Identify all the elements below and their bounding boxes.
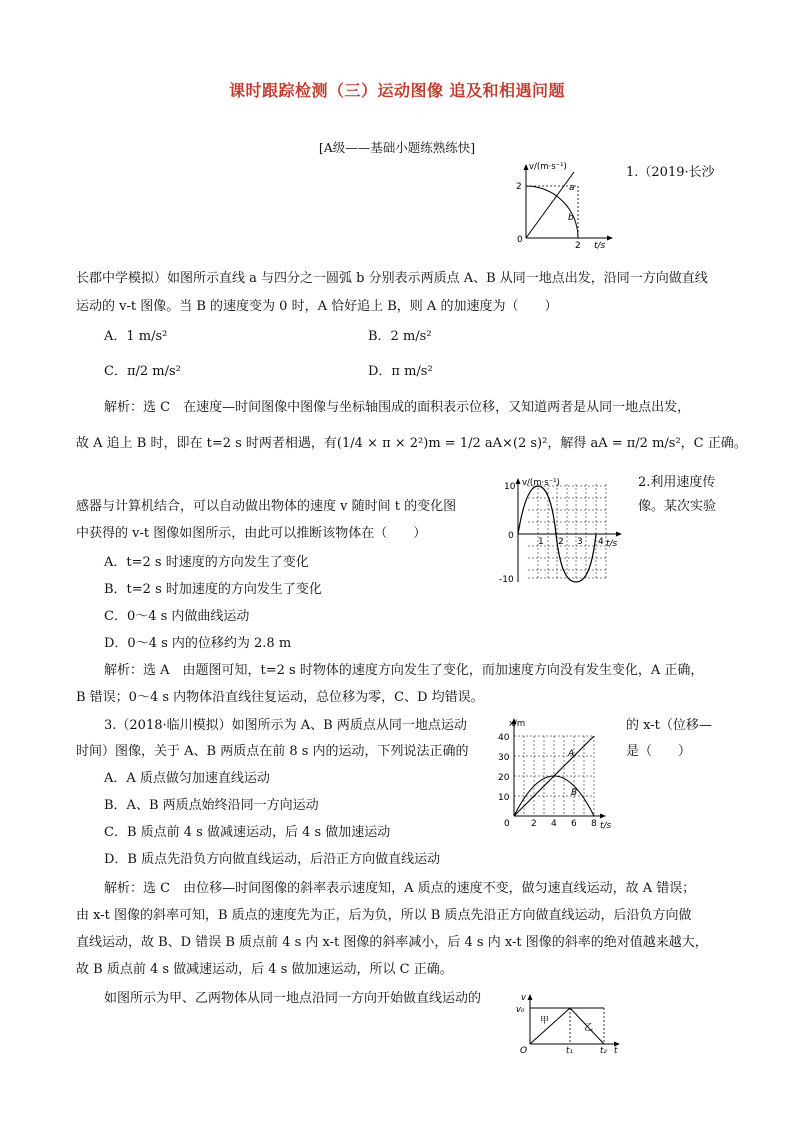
page-title: 课时跟踪检测（三）运动图像 追及和相遇问题 — [228, 81, 566, 100]
q3-origin: 0 — [504, 819, 510, 829]
q3-stem-line2-right: 是（ ） — [626, 744, 692, 759]
q3-stem-line2: 时间）图像，关于 A、B 两质点在前 8 s 内的运动，下列说法正确的 — [76, 744, 469, 759]
q3-xt-graph — [492, 716, 616, 830]
q2-option-a: A．t=2 s 时速度的方向发生了变化 — [104, 555, 309, 570]
q2-y-label: v/(m·s⁻¹) — [522, 478, 560, 488]
q3-solution-line1: 解析：选 C 由位移—时间图像的斜率表示速度知，A 质点的速度不变，做匀速直线运动，故 A 错误； — [104, 881, 696, 896]
q1-stem-line1: 长郡中学模拟）如图所示直线 a 与四分之一圆弧 b 分别表示两质点 A、B 从同一地点出发，沿同一方向做直线 — [76, 271, 708, 286]
q3-tick-40: 40 — [498, 733, 510, 743]
q1-number-source: 1.（2019·长沙 — [626, 165, 715, 180]
q1-tick-y2: 2 — [516, 182, 522, 192]
q2-tick-4: 4 — [598, 537, 604, 547]
q2-tick-neg10: -10 — [499, 575, 514, 585]
q1-option-a: A．1 m/s² — [104, 329, 168, 344]
q3-label-b: B — [571, 788, 578, 798]
q1-option-d: D．π m/s² — [368, 364, 433, 379]
q1-label-a: a — [569, 183, 575, 193]
q2-x-label: t/s — [606, 539, 618, 549]
q3-tick-x4: 4 — [551, 819, 557, 829]
q3-option-d: D．B 质点先沿负方向做直线运动，后沿正方向做直线运动 — [104, 852, 441, 867]
q4-origin: O — [520, 1046, 528, 1054]
q2-tick-10: 10 — [504, 482, 516, 492]
q2-stem-line1b: 感器与计算机结合，可以自动做出物体的速度 v 随时间 t 的变化图 — [76, 499, 457, 514]
q1-solution-line2: 故 A 追上 B 时，即在 t=2 s 时两者相遇，有(1/4 × π × 2²)m = 1/2 aA×(2 s)²，解得 aA = π/2 m/s²，C 正确。 — [76, 436, 747, 451]
q3-stem-line1: 3.（2018·临川模拟）如图所示为 A、B 两质点从同一地点运动 — [104, 718, 467, 733]
q4-yi-label: 乙 — [584, 1023, 594, 1033]
q3-tick-x2: 2 — [531, 819, 537, 829]
q2-vt-graph — [498, 476, 632, 586]
q3-stem-line1-right: 的 x-t（位移— — [626, 718, 712, 733]
q2-option-c: C．0～4 s 内做曲线运动 — [104, 609, 250, 624]
q1-label-b: b — [568, 213, 574, 223]
q2-option-b: B．t=2 s 时加速度的方向发生了变化 — [104, 582, 322, 597]
q2-tick-2: 2 — [558, 537, 564, 547]
q3-tick-x8: 8 — [591, 819, 597, 829]
q4-t2-label: t₂ — [600, 1046, 607, 1054]
q4-jia-label: 甲 — [540, 1016, 550, 1026]
q2-option-d: D．0～4 s 内的位移约为 2.8 m — [104, 636, 292, 651]
q2-origin: 0 — [508, 531, 514, 541]
q3-option-b: B．A、B 两质点始终沿同一方向运动 — [104, 798, 319, 813]
q1-option-b: B．2 m/s² — [368, 329, 432, 344]
q3-tick-x6: 6 — [571, 819, 577, 829]
q4-t1-label: t₁ — [566, 1046, 573, 1054]
q1-vt-graph — [506, 160, 616, 250]
q2-tick-1: 1 — [538, 537, 544, 547]
q4-v0-label: v₀ — [516, 1005, 525, 1015]
q4-v-label: v — [521, 993, 527, 1003]
q2-solution-line2: B 错误；0～4 s 内物体沿直线往复运动，总位移为零，C、D 均错误。 — [76, 690, 484, 705]
q3-option-a: A．A 质点做匀加速直线运动 — [104, 771, 270, 786]
q3-solution-line4: 故 B 质点前 4 s 做减速运动，后 4 s 做加速运动，所以 C 正确。 — [76, 962, 453, 977]
q1-option-c: C．π/2 m/s² — [104, 364, 181, 379]
q1-tick-x2: 2 — [575, 241, 581, 250]
q1-stem-line2: 运动的 v-t 图像。当 B 的速度变为 0 时，A 恰好追上 B，则 A 的加速度为（ ） — [76, 299, 558, 314]
q3-solution-line3: 直线运动，故 B、D 错误 B 质点前 4 s 内 x-t 图像的斜率减小，后 4 s 内 x-t 图像的斜率的绝对值越来越大， — [76, 935, 708, 950]
q1-x-label: t/s — [594, 241, 606, 250]
q4-vt-graph — [514, 992, 624, 1054]
q2-tick-3: 3 — [577, 537, 583, 547]
q1-origin: 0 — [517, 235, 523, 245]
q3-tick-20: 20 — [498, 773, 510, 783]
q2-stem-line1c: 像。某次实验 — [638, 499, 717, 514]
q4-stem-line1: 如图所示为甲、乙两物体从同一地点沿同一方向开始做直线运动的 — [104, 991, 482, 1006]
q3-tick-30: 30 — [498, 753, 510, 763]
q2-stem-line1a: 2.利用速度传 — [638, 475, 716, 490]
q4-t-label: t — [614, 1046, 618, 1054]
section-heading: [A级——基础小题练熟练快] — [318, 140, 476, 155]
q3-option-c: C．B 质点前 4 s 做减速运动，后 4 s 做加速运动 — [104, 825, 391, 840]
q2-solution-line1: 解析：选 A 由题图可知，t=2 s 时物体的速度方向发生了变化，而加速度方向没有发生变化，A 正确， — [104, 663, 704, 678]
q3-x-label: t/s — [600, 821, 612, 830]
q1-y-label: v/(m·s⁻¹) — [529, 162, 567, 172]
q3-solution-line2: 由 x-t 图像的斜率可知，B 质点的速度先为正，后为负，所以 B 质点先沿正方向做直线运动，后沿负方向做 — [76, 908, 692, 923]
q1-solution-line1: 解析：选 C 在速度—时间图像中图像与坐标轴围成的面积表示位移，又知道两者是从同一地点出发， — [104, 400, 691, 415]
q3-label-a: A — [568, 749, 575, 759]
q3-tick-10: 10 — [498, 793, 510, 803]
q3-y-label: x/m — [509, 719, 526, 729]
q2-stem-line2: 中获得的 v-t 图像如图所示，由此可以推断该物体在（ ） — [76, 526, 427, 541]
